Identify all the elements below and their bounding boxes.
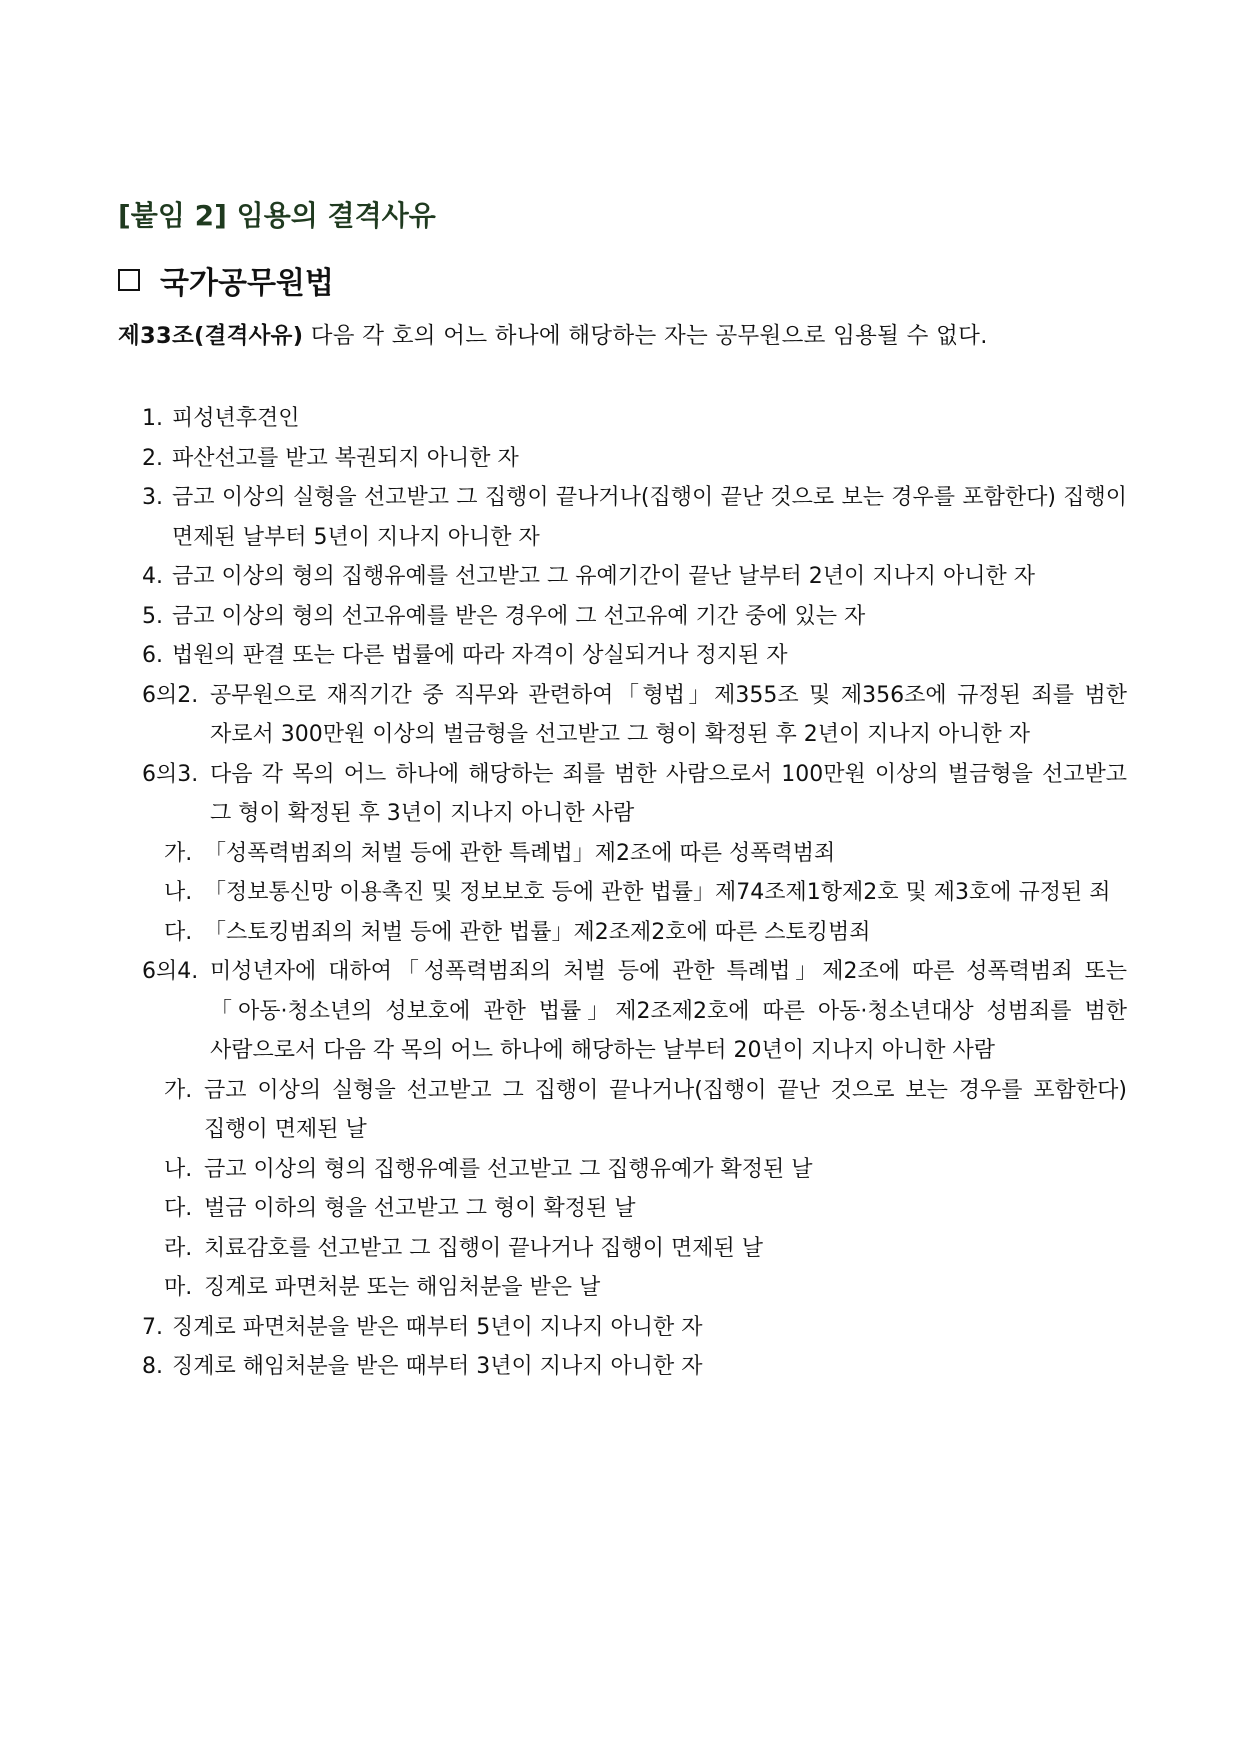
list-item: [142, 1308, 1127, 1348]
item-text: 벌금 이하의 형을 선고받고 그 형이 확정된 날: [204, 1196, 636, 1221]
item-number: 6의4.: [142, 959, 199, 984]
attachment-title: [붙임 2] 임용의 결격사유: [118, 199, 436, 232]
item-number: 다.: [164, 919, 193, 945]
item-number: 가.: [164, 840, 193, 866]
list-item: [142, 399, 1127, 439]
item-text: 미성년자에 대하여「성폭력범죄의 처벌 등에 관한 특례법」제2조에 따른 성폭력범죄 또는「아동·청소년의 성보호에 관한 법률」제2조제2호에 따른 아동·청소년대상 성범죄를 범한 사람으로서 다음 각 목의 어느 하나에 해당하는 날부터 20년이 지나지 아니한 사람: [210, 959, 1127, 1063]
item-text: 치료감호를 선고받고 그 집행이 끝나거나 집행이 면제된 날: [204, 1235, 764, 1261]
item-number: 마.: [164, 1275, 193, 1300]
item-number: 6의3.: [142, 761, 199, 787]
list-item: [142, 478, 1127, 557]
item-number: 4.: [142, 564, 163, 589]
law-heading: [118, 258, 334, 302]
item-number: 다.: [164, 1196, 193, 1221]
item-number: 나.: [164, 1156, 193, 1182]
law-title: 국가공무원법: [160, 266, 334, 301]
item-number: 1.: [142, 406, 163, 431]
item-text: 금고 이상의 형의 선고유예를 받은 경우에 그 선고유예 기간 중에 있는 자: [172, 603, 866, 629]
sub-list-item: [142, 1071, 1127, 1150]
item-text: 금고 이상의 형의 집행유예를 선고받고 그 유예기간이 끝난 날부터 2년이 지나지 아니한 자: [172, 564, 1035, 589]
sub-list-item: [142, 873, 1127, 913]
article-title: 제33조(결격사유): [118, 323, 304, 349]
item-number: 5.: [142, 603, 163, 629]
item-text: 파산선고를 받고 복권되지 아니한 자: [172, 445, 519, 471]
item-number: 라.: [164, 1235, 193, 1261]
item-number: 6의2.: [142, 682, 199, 708]
list-item: [142, 755, 1127, 834]
list-item: [142, 557, 1127, 597]
item-number: 가.: [164, 1077, 193, 1103]
item-text: 징계로 파면처분을 받은 때부터 5년이 지나지 아니한 자: [172, 1314, 703, 1340]
list-item: [142, 439, 1127, 479]
item-text: 「성폭력범죄의 처벌 등에 관한 특례법」제2조에 따른 성폭력범죄: [204, 840, 836, 866]
item-number: 나.: [164, 880, 193, 905]
item-text: 다음 각 목의 어느 하나에 해당하는 죄를 범한 사람으로서 100만원 이상의 벌금형을 선고받고 그 형이 확정된 후 3년이 지나지 아니한 사람: [210, 761, 1127, 826]
article-items-list: [142, 399, 1127, 1387]
item-number: 6.: [142, 643, 163, 668]
article-clause: [118, 318, 988, 350]
sub-list-item: [142, 1268, 1127, 1308]
item-text: 금고 이상의 실형을 선고받고 그 집행이 끝나거나(집행이 끝난 것으로 보는 경우를 포함한다) 집행이 면제된 날: [204, 1077, 1127, 1142]
sub-list-item: [142, 1150, 1127, 1190]
item-text: 법원의 판결 또는 다른 법률에 따라 자격이 상실되거나 정지된 자: [172, 643, 788, 668]
sub-list-item: [142, 1229, 1127, 1269]
item-number: 7.: [142, 1314, 163, 1340]
item-text: 징계로 파면처분 또는 해임처분을 받은 날: [204, 1275, 601, 1300]
sub-list-item: [142, 913, 1127, 953]
item-text: 금고 이상의 형의 집행유예를 선고받고 그 집행유예가 확정된 날: [204, 1156, 813, 1182]
item-number: 8.: [142, 1354, 163, 1379]
item-text: 피성년후견인: [172, 406, 300, 431]
checkbox-square-icon: [118, 269, 140, 291]
article-text: 다음 각 호의 어느 하나에 해당하는 자는 공무원으로 임용될 수 없다.: [310, 323, 988, 349]
list-item: [142, 597, 1127, 637]
item-text: 금고 이상의 실형을 선고받고 그 집행이 끝나거나(집행이 끝난 것으로 보는 경우를 포함한다) 집행이 면제된 날부터 5년이 지나지 아니한 자: [172, 485, 1127, 550]
list-item: [142, 676, 1127, 755]
item-number: 3.: [142, 485, 163, 510]
item-text: 「정보통신망 이용촉진 및 정보보호 등에 관한 법률」제74조제1항제2호 및 제3호에 규정된 죄: [204, 880, 1111, 905]
list-item: [142, 952, 1127, 1071]
list-item: [142, 636, 1127, 676]
item-text: 징계로 해임처분을 받은 때부터 3년이 지나지 아니한 자: [172, 1354, 703, 1379]
item-number: 2.: [142, 445, 163, 471]
list-item: [142, 1347, 1127, 1387]
item-text: 공무원으로 재직기간 중 직무와 관련하여「형법」제355조 및 제356조에 규정된 죄를 범한 자로서 300만원 이상의 벌금형을 선고받고 그 형이 확정된 후 2년이 지나지 아니한 자: [210, 682, 1127, 747]
sub-list-item: [142, 834, 1127, 874]
item-text: 「스토킹범죄의 처벌 등에 관한 법률」제2조제2호에 따른 스토킹범죄: [204, 919, 871, 945]
sub-list-item: [142, 1189, 1127, 1229]
